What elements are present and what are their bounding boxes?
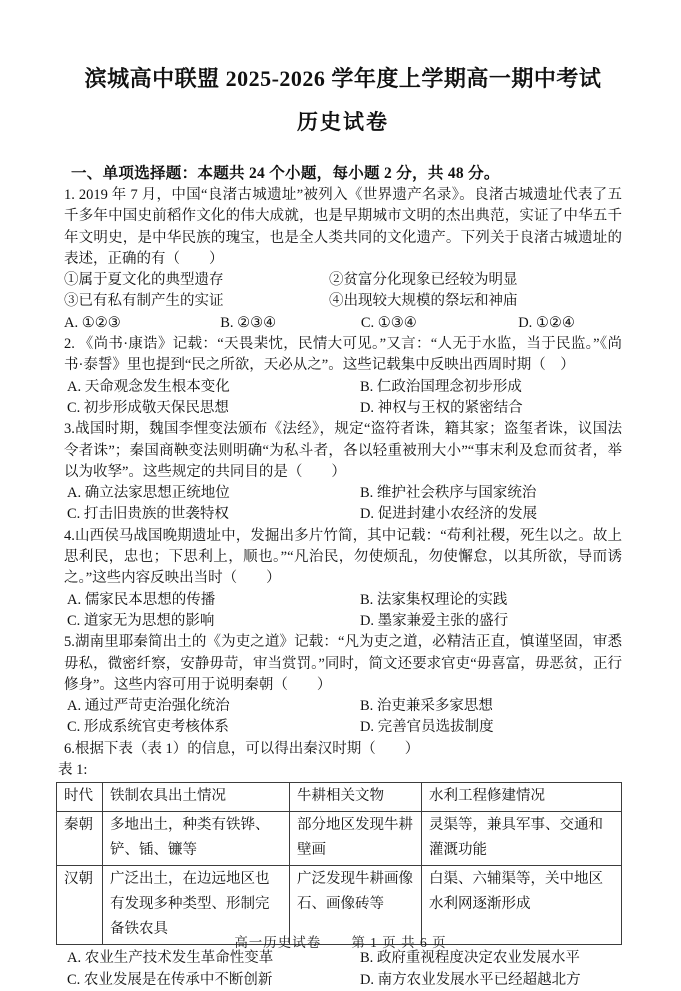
option-cell: B. 法家集权理论的实践 — [359, 591, 508, 608]
option-cell: D. ①②④ — [518, 314, 575, 331]
question-block — [64, 419, 622, 525]
option-cell: B. ②③④ — [220, 314, 277, 331]
question-block — [64, 185, 622, 334]
page-footer — [0, 931, 681, 951]
options-row — [64, 970, 622, 991]
option-cell: B. 政府重视程度决定农业发展水平 — [359, 950, 580, 967]
option-cell: C. 农业发展是在传承中不断创新 — [67, 971, 273, 988]
option-cell: B. 维护社会秩序与国家统治 — [359, 485, 537, 502]
question-block — [64, 334, 622, 419]
options-row — [64, 696, 622, 717]
option-cell: C. 打击旧贵族的世袭特权 — [67, 506, 229, 523]
question-block — [64, 632, 622, 738]
question-stem: 3.战国时期，魏国李悝变法颁布《法经》，规定“盗符者诛，籍其家；盗玺者诛，议国法令者诛”；秦国商鞅变法则明确“为私斗者，各以轻重被刑大小”“事末利及怠而贫者，举以为收孥”。这些规定的共同目的是（ ） — [64, 421, 622, 480]
options-row — [64, 948, 622, 969]
table-cell: 部分地区发现牛耕壁画 — [290, 812, 422, 866]
option-cell: C. 形成系统官吏考核体系 — [67, 719, 229, 736]
option-cell: B. 仁政治国理念初步形成 — [359, 378, 522, 395]
question-list — [58, 185, 622, 991]
option-cell: D. 神权与王权的紧密结合 — [359, 399, 523, 416]
question-block — [58, 739, 622, 991]
options-row — [64, 398, 622, 419]
option-cell: A. 通过严苛吏治强化统治 — [67, 698, 230, 715]
table-cell: 广泛出土，在边远地区也有发现多种类型、形制完备铁农具 — [103, 866, 290, 945]
option-cell: A. 确立法家思想正统地位 — [67, 485, 230, 502]
option-cell: D. 南方农业发展水平已经超越北方 — [359, 971, 581, 988]
option-cell: A. 天命观念发生根本变化 — [67, 378, 230, 395]
table-header-row — [57, 783, 622, 812]
option-cell: C. 初步形成敬天保民思想 — [67, 399, 229, 416]
section-heading: 一、单项选择题：本题共 24 个小题，每小题 2 分，共 48 分。 — [71, 165, 500, 182]
table-cell: 多地出土，种类有铁铧、铲、锸、镰等 — [103, 812, 290, 866]
question-stem: 6.根据下表（表 1）的信息，可以得出秦汉时期（ ） — [64, 740, 420, 757]
footer-doc-title: 高一历史试卷 — [234, 935, 322, 950]
data-table — [56, 782, 622, 945]
subitem: ①属于夏文化的典型遗存 — [64, 272, 224, 289]
options-row — [64, 504, 622, 525]
options-row — [64, 611, 622, 632]
option-cell: A. ①②③ — [64, 314, 121, 331]
table-label: 表 1: — [58, 762, 88, 779]
option-cell: A. 儒家民本思想的传播 — [67, 591, 216, 608]
subitem-row — [64, 291, 622, 312]
options-row — [64, 717, 622, 738]
subitem: ②贫富分化现象已经较为明显 — [329, 272, 518, 289]
footer-page-info: 第 1 页 共 6 页 — [351, 935, 447, 950]
options-row — [64, 483, 622, 504]
table-header-cell: 时代 — [57, 783, 103, 812]
question-stem: 2. 《尚书·康诰》记载：“天畏棐忱，民情大可见。”又言：“人无于水监，当于民监。”《尚书·泰誓》里也提到“民之所欲，天必从之”。这些记载集中反映出西周时期（ ） — [64, 336, 622, 374]
option-cell: D. 墨家兼爱主张的盛行 — [359, 612, 509, 629]
options-row — [64, 313, 622, 334]
table-cell: 秦朝 — [57, 812, 103, 866]
exam-title: 滨城高中联盟 2025-2026 学年度上学期高一期中考试 — [84, 66, 602, 91]
question-stem: 1. 2019 年 7 月，中国“良渚古城遗址”被列入《世界遗产名录》。良渚古城遗址代表了五千多年中国史前稻作文化的伟大成就，也是早期城市文明的杰出典范，实证了中华五千年文明史，是中华民族的瑰宝，也是全人类共同的文化遗产。下列关于良渚古城遗址的表述，正确的有（ ） — [64, 187, 622, 267]
option-cell: C. 道家无为思想的影响 — [67, 612, 215, 629]
option-cell: A. 农业生产技术发生革命性变革 — [67, 950, 274, 967]
option-cell: D. 促进封建小农经济的发展 — [359, 506, 538, 523]
table-header-cell: 水利工程修建情况 — [422, 783, 622, 812]
table-header-cell: 牛耕相关文物 — [290, 783, 422, 812]
title-block — [64, 66, 622, 135]
option-cell: D. 完善官员选拔制度 — [359, 719, 494, 736]
option-cell: B. 治吏兼采多家思想 — [359, 698, 493, 715]
subitem: ③已有私有制产生的实证 — [64, 293, 224, 310]
exam-subtitle: 历史试卷 — [297, 110, 389, 134]
table-header-cell: 铁制农具出土情况 — [103, 783, 290, 812]
question-stem: 5.湖南里耶秦简出土的《为吏之道》记载：“凡为吏之道，必精洁正直，慎谨坚固，审悉毋私，微密纤察，安静毋苛，审当赏罚。”同时，简文还要求官吏“毋喜富，毋恶贫，正行修身”。这些内容可用于说明秦朝（ ） — [64, 634, 622, 693]
table-cell: 白渠、六辅渠等，关中地区水利网逐渐形成 — [422, 866, 622, 945]
question-stem: 4.山西侯马战国晚期遗址中，发掘出多片竹简，其中记载：“苟利社稷，死生以之。故上思利民，忠也；下思利上，顺也。”“凡治民，勿使烦乱，勿使懈怠，以其所欲，导而诱之。”这些内容反映出当时（ ） — [64, 527, 622, 587]
table-cell: 汉朝 — [57, 866, 103, 945]
options-row — [64, 377, 622, 398]
options-row — [64, 590, 622, 611]
table-cell: 广泛发现牛耕画像石、画像砖等 — [290, 866, 422, 945]
question-block — [64, 526, 622, 632]
subitem-row — [64, 270, 622, 291]
table-cell: 灵渠等，兼具军事、交通和灌溉功能 — [422, 812, 622, 866]
option-cell: C. ①③④ — [360, 314, 417, 331]
table-row — [57, 812, 622, 866]
subitem: ④出现较大规模的祭坛和神庙 — [329, 293, 518, 310]
